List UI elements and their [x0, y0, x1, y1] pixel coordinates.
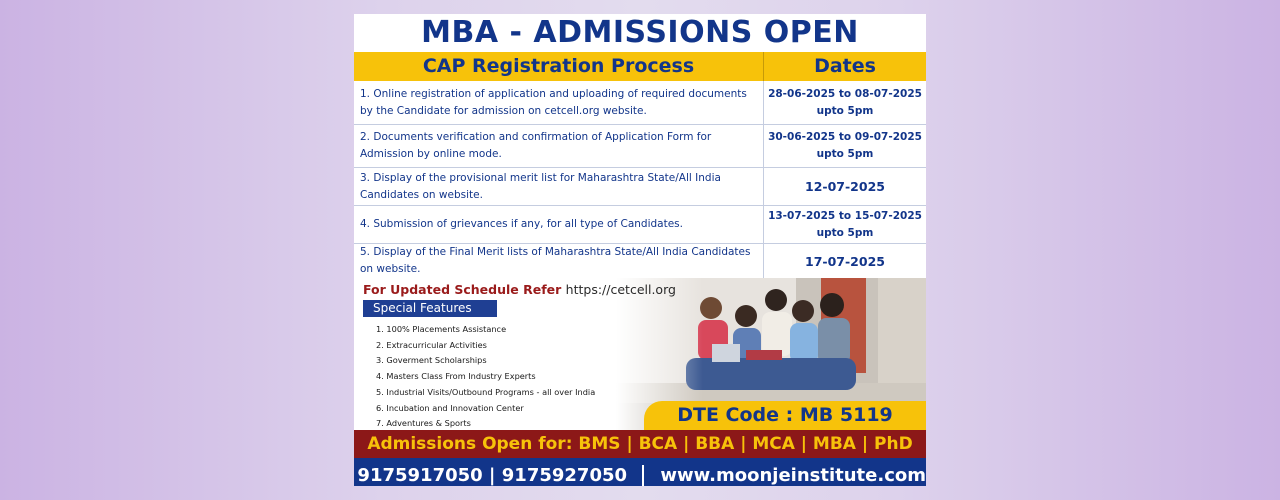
process-column-header: CAP Registration Process — [354, 52, 764, 81]
contact-divider — [642, 465, 644, 487]
list-item: 2. Extracurricular Activities — [376, 339, 487, 350]
list-item: 5. Industrial Visits/Outbound Programs - all over India — [376, 386, 596, 397]
reference-text: For Updated Schedule Refer — [363, 282, 562, 297]
list-item: 3. Goverment Scholarships — [376, 355, 487, 366]
admission-poster — [354, 14, 926, 486]
list-item: 6. Incubation and Innovation Center — [376, 402, 524, 413]
process-cell: 3. Display of the provisional merit list for Maharashtra State/All India Candidates on website. — [354, 168, 764, 205]
list-item: 7. Adventures & Sports — [376, 418, 471, 429]
date-cell: 13-07-2025 to 15-07-2025 upto 5pm — [768, 209, 922, 239]
process-cell: 1. Online registration of application and uploading of required documents by the Candidate for admission on cetcell.org website. — [354, 81, 764, 124]
table-row — [354, 206, 926, 244]
table-row — [354, 125, 926, 168]
dates-column-header: Dates — [814, 55, 876, 77]
list-item: 4. Masters Class From Industry Experts — [376, 371, 536, 382]
schedule-table-header — [354, 52, 926, 81]
schedule-reference — [363, 282, 676, 297]
admissions-banner: Admissions Open for: BMS | BCA | BBA | MCA | MBA | PhD — [354, 430, 926, 458]
dte-code-badge: DTE Code : MB 5119 — [644, 401, 926, 430]
table-row — [354, 168, 926, 206]
list-item: 1. 100% Placements Assistance — [376, 324, 507, 334]
cetcell-link[interactable]: https://cetcell.org — [565, 282, 676, 297]
table-row — [354, 81, 926, 125]
features-section — [354, 278, 926, 430]
process-cell: 5. Display of the Final Merit lists of Maharashtra State/All India Candidates on website. — [354, 244, 764, 278]
phone-numbers[interactable]: 9175917050 | 9175927050 — [357, 465, 628, 486]
process-cell: 4. Submission of grievances if any, for all type of Candidates. — [354, 206, 764, 243]
poster-title: MBA - ADMISSIONS OPEN — [421, 15, 859, 50]
table-row — [354, 244, 926, 278]
date-cell: 30-06-2025 to 09-07-2025 upto 5pm — [768, 131, 922, 160]
special-features-label: Special Features — [363, 300, 497, 317]
process-cell: 2. Documents verification and confirmation of Application Form for Admission by online mode. — [354, 125, 764, 167]
features-list — [376, 322, 595, 432]
website-link[interactable]: www.moonjeinstitute.com — [660, 465, 926, 486]
date-cell: 12-07-2025 — [805, 179, 885, 194]
date-cell: 28-06-2025 to 08-07-2025 upto 5pm — [768, 87, 922, 117]
contact-bar — [354, 458, 926, 486]
date-cell: 17-07-2025 — [805, 253, 885, 269]
